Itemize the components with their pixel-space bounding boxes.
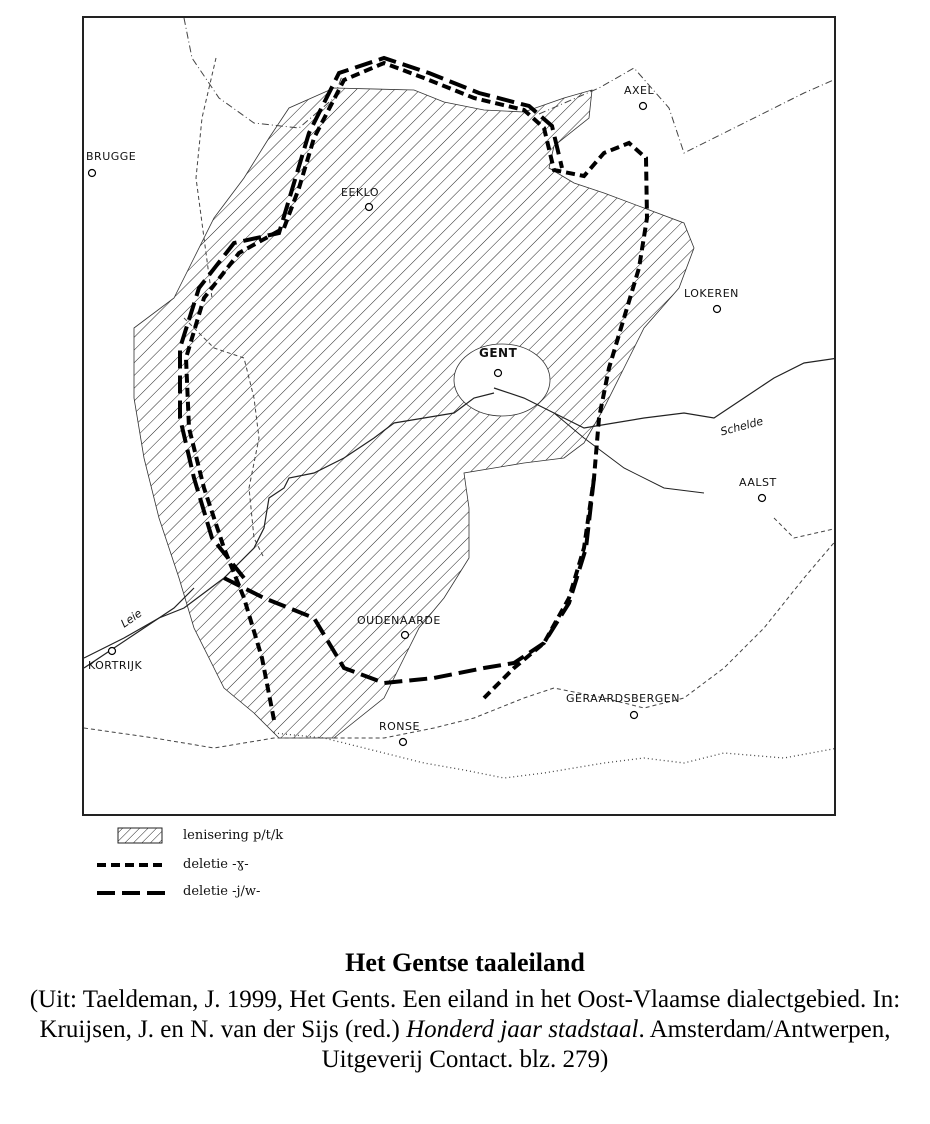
city-label-geraardsbergen: GERAARDSBERGEN [566,692,680,705]
aalst-marker [759,495,766,502]
city-label-gent: GENT [479,346,518,360]
geraardsbergen-marker [631,712,638,719]
lenisering-area [134,88,694,738]
brugge-marker [89,170,96,177]
kortrijk-marker [109,648,116,655]
caption-title: Het Gentse taaleiland [345,948,585,977]
caption-italic-title: Honderd jaar stadstaal [406,1016,639,1043]
legend-short-dash-swatch [95,858,170,872]
ronse-marker [400,739,407,746]
caption-body [10,985,920,1075]
city-label-ronse: RONSE [379,720,420,733]
caption-part1: (Uit: Taeldeman, J. 1999, Het Gents. Een eiland in het Oost-Vlaamse dialectgebied. In: Kruijsen, J. en N. van der Sijs (red.) [29,986,901,1043]
legend-label-lenisering: lenisering p/t/k [183,828,284,843]
oudenaarde-marker [402,632,409,639]
eeklo-marker [366,204,373,211]
caption-part2: . Amsterdam/Antwerpen, Uitgeverij Contact. blz. 279) [321,1016,891,1073]
city-label-kortrijk: KORTRIJK [88,659,143,672]
language-border [274,733,836,778]
river-label-schelde: Schelde [719,414,765,439]
river-label-leie: Leie [118,606,145,631]
legend-label-deletie-jw: deletie -j/w- [183,884,261,899]
legend-long-dash-swatch [95,886,170,900]
city-label-axel: AXEL [624,84,655,97]
legend-label-deletie-gamma: deletie -ɣ- [183,857,249,872]
map-frame [82,16,836,816]
city-label-lokeren: LOKEREN [684,287,739,300]
axel-marker [640,103,647,110]
leie-river [84,588,194,668]
city-label-aalst: AALST [739,476,777,489]
city-label-brugge: BRUGGE [86,150,137,163]
province-border-east [774,518,836,538]
city-label-eeklo: EEKLO [341,186,380,199]
gent-marker [495,370,502,377]
legend-hatch-swatch [116,826,166,846]
lokeren-marker [714,306,721,313]
dialect-map [84,18,836,816]
city-label-oudenaarde: OUDENAARDE [357,614,441,627]
